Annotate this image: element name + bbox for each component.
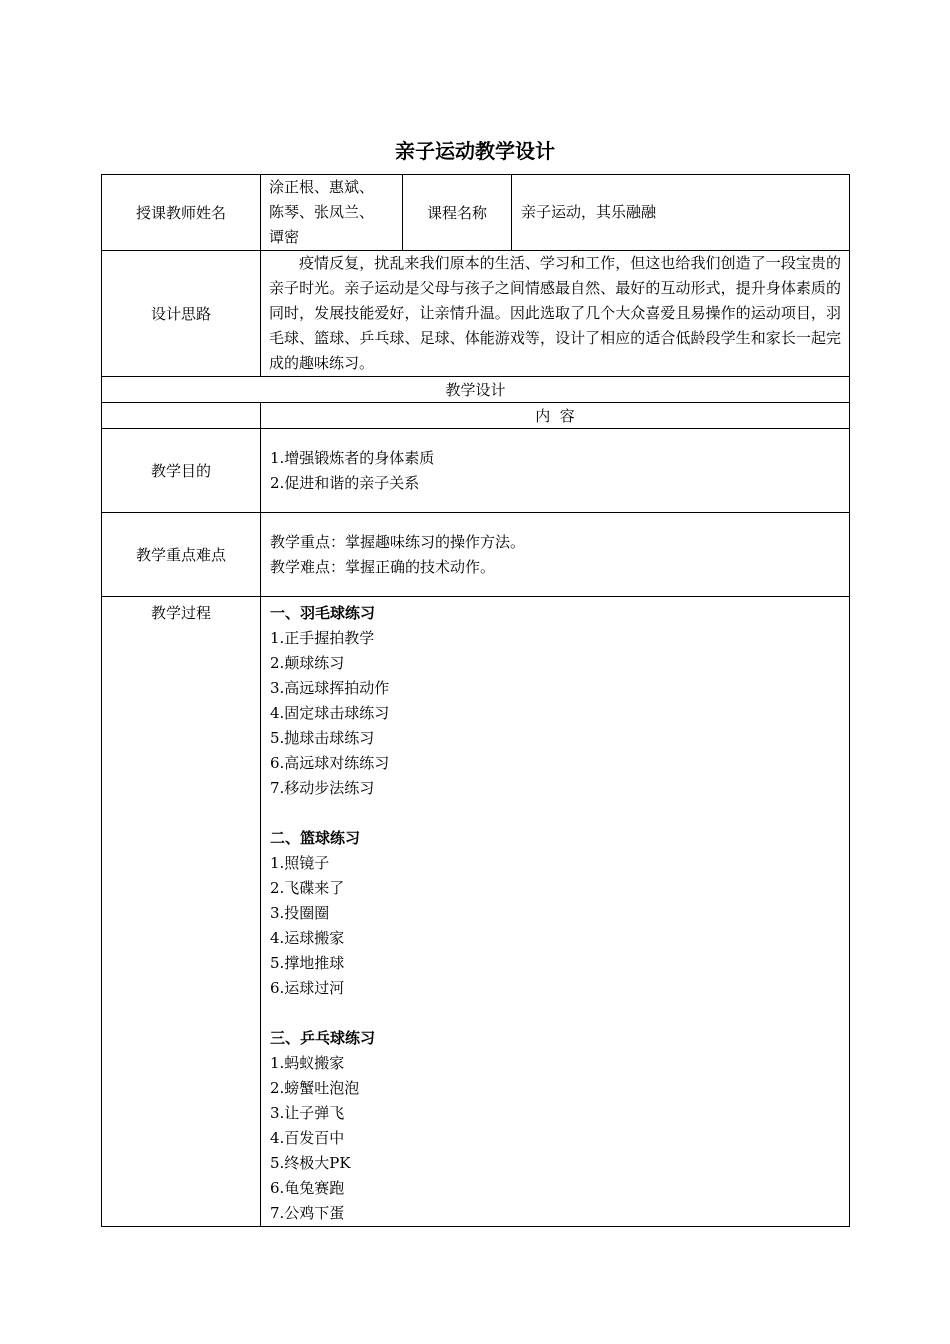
teacher-names-line: 陈琴、张凤兰、 <box>269 203 375 221</box>
process-item: 4.固定球击球练习 <box>270 704 390 722</box>
process-item: 2.螃蟹吐泡泡 <box>270 1079 360 1097</box>
process-label: 教学过程 <box>150 604 211 622</box>
design-idea-text-cell <box>261 251 850 377</box>
objectives-label-cell <box>102 429 261 513</box>
process-item: 6.龟兔赛跑 <box>270 1179 345 1197</box>
course-name: 亲子运动，其乐融融 <box>521 203 657 221</box>
process-row <box>102 597 850 1227</box>
lesson-plan-table <box>101 174 850 1227</box>
process-item: 3.让子弹飞 <box>270 1104 345 1122</box>
teacher-course-row <box>102 175 850 251</box>
objectives-row <box>102 429 850 513</box>
objective-item: 1.增强锻炼者的身体素质 <box>270 448 435 467</box>
process-item: 7.移动步法练习 <box>270 779 375 797</box>
content-header: 内 容 <box>535 407 575 425</box>
design-idea-row <box>102 251 850 377</box>
teacher-label-cell <box>102 175 261 251</box>
content-header-row <box>102 403 850 429</box>
objectives-content-cell <box>261 429 850 513</box>
process-item: 3.高远球挥拍动作 <box>270 679 390 697</box>
process-item: 6.高远球对练练习 <box>270 754 390 772</box>
course-label-cell <box>403 175 512 251</box>
key-points-label-cell <box>102 513 261 597</box>
process-content-cell <box>261 597 850 1227</box>
teacher-names-line: 涂正根、惠斌、 <box>269 178 375 196</box>
objectives-label: 教学目的 <box>150 462 211 480</box>
design-idea-label-cell <box>102 251 261 377</box>
key-points-label: 教学重点难点 <box>135 546 226 564</box>
process-label-cell <box>102 597 261 1227</box>
process-item: 3.投圈圈 <box>270 904 330 922</box>
process-item: 5.终极大PK <box>270 1154 351 1172</box>
process-item: 4.百发百中 <box>270 1129 345 1147</box>
key-points-content-cell <box>261 513 850 597</box>
process-section-heading: 一、羽毛球练习 <box>270 604 376 622</box>
process-item: 2.飞碟来了 <box>270 879 345 897</box>
course-name-cell <box>512 175 850 251</box>
section-title: 教学设计 <box>445 381 506 399</box>
content-header-empty-cell <box>102 403 261 429</box>
teacher-names-cell <box>261 175 403 251</box>
process-item: 1.正手握拍教学 <box>270 629 375 647</box>
process-item: 1.照镜子 <box>270 854 330 872</box>
process-item: 5.撑地推球 <box>270 954 345 972</box>
design-idea-label: 设计思路 <box>150 305 211 323</box>
process-item: 6.运球过河 <box>270 979 345 997</box>
design-idea-text: 疫情反复，扰乱来我们原本的生活、学习和工作，但这也给我们创造了一段宝贵的亲子时光。亲子运动是父母与孩子之间情感最自然、最好的互动形式，提升身体素质的同时，发展技能爱好，让亲情升温。因此选取了几个大众喜爱且易操作的运动项目，羽毛球、篮球、乒乓球、足球、体能游戏等，设计了相应的适合低龄段学生和家长一起完成的趣味练习。 <box>269 254 841 372</box>
process-item: 5.抛球击球练习 <box>270 729 375 747</box>
process-item: 1.蚂蚁搬家 <box>270 1054 345 1072</box>
teacher-label: 授课教师姓名 <box>135 204 226 222</box>
key-point-item: 教学难点：掌握正确的技术动作。 <box>270 557 496 576</box>
page-title: 亲子运动教学设计 <box>395 139 555 163</box>
process-section-heading: 二、篮球练习 <box>270 829 361 847</box>
process-item: 4.运球搬家 <box>270 929 345 947</box>
section-title-row <box>102 377 850 403</box>
objective-item: 2.促进和谐的亲子关系 <box>270 473 420 492</box>
content-header-cell <box>261 403 850 429</box>
section-title-cell <box>102 377 850 403</box>
key-point-item: 教学重点：掌握趣味练习的操作方法。 <box>270 532 526 551</box>
process-item: 2.颠球练习 <box>270 654 345 672</box>
key-points-row <box>102 513 850 597</box>
process-item: 7.公鸡下蛋 <box>270 1204 345 1222</box>
course-label: 课程名称 <box>426 204 487 222</box>
teacher-names-line: 谭密 <box>269 228 300 246</box>
process-section-heading: 三、乒乓球练习 <box>270 1029 376 1047</box>
